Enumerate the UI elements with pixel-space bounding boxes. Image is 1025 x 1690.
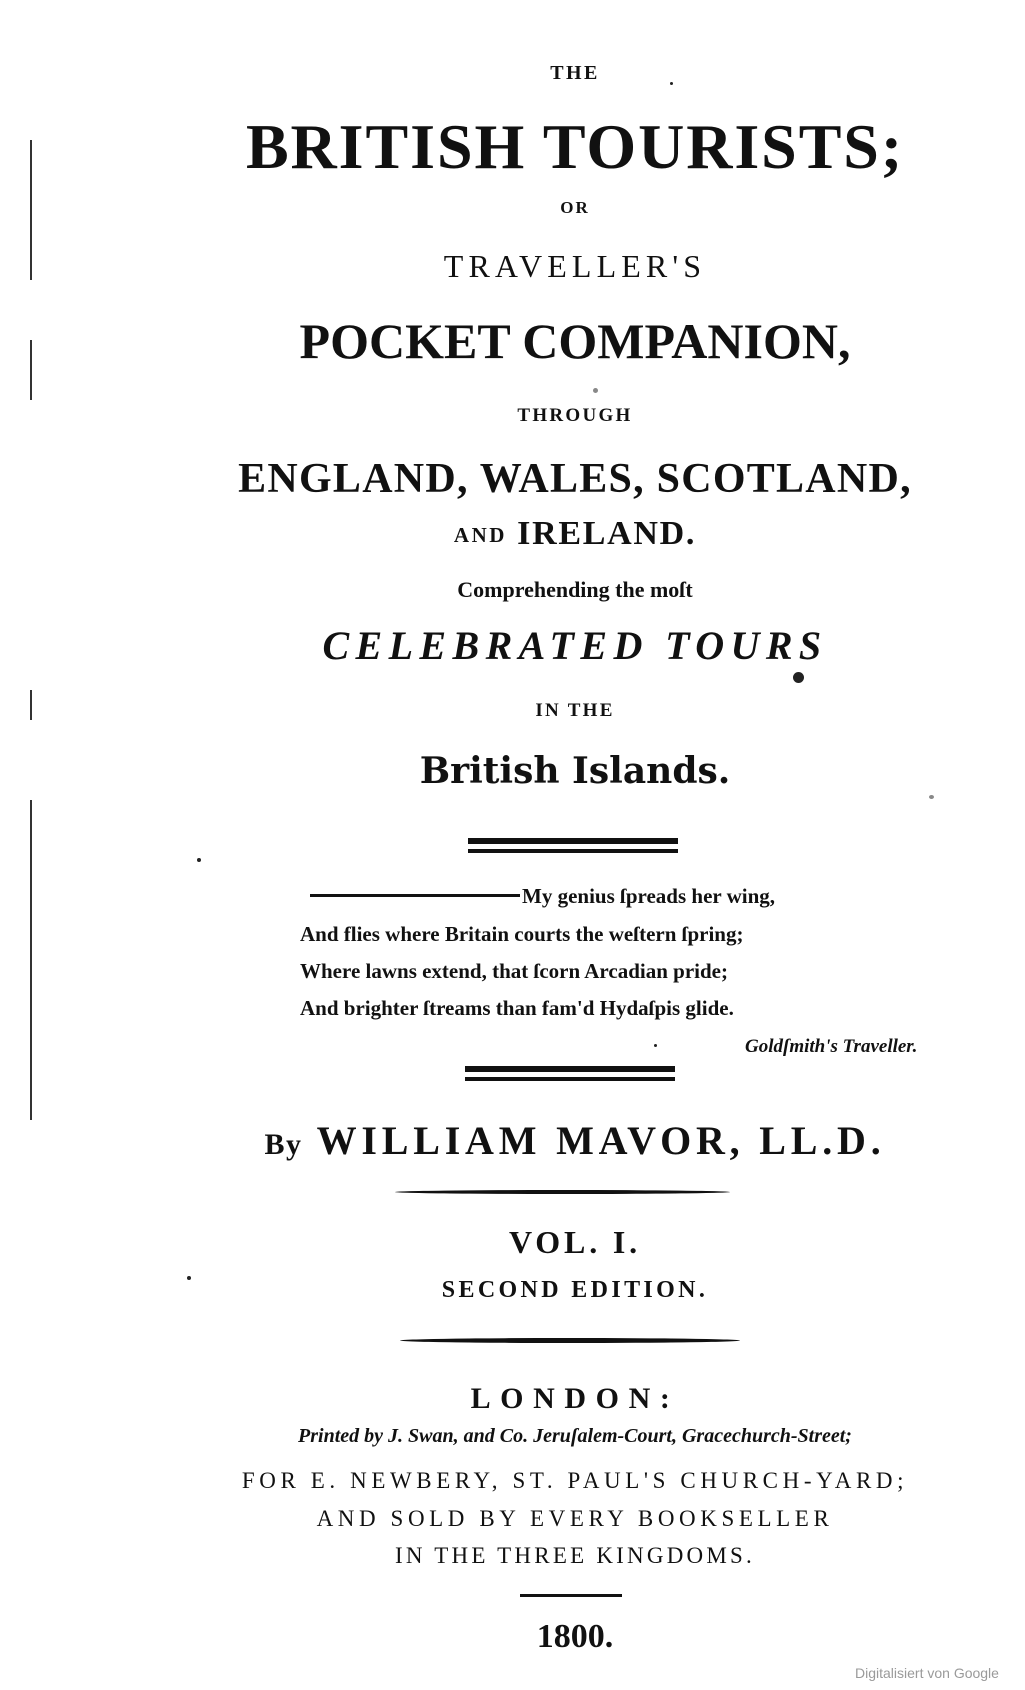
- edition-label: SECOND EDITION.: [441, 1277, 709, 1303]
- title-or: OR: [560, 198, 590, 217]
- ornamental-rule: [395, 1190, 730, 1194]
- author-name: WILLIAM MAVOR, LL.D.: [316, 1118, 886, 1163]
- epigraph-source: Goldſmith's Traveller.: [745, 1036, 918, 1057]
- title-through: THROUGH: [517, 405, 633, 426]
- imprint-kingdoms: IN THE THREE KINGDOMS.: [394, 1543, 756, 1568]
- title-and: AND: [453, 523, 507, 547]
- title-ireland-word: IRELAND.: [517, 515, 697, 552]
- epigraph-line: And brighter ſtreams than fam'd Hydaſpis glide.: [300, 996, 734, 1020]
- imprint-printer: Printed by J. Swan, and Co. Jeruſalem-Court, Gracechurch-Street;: [298, 1425, 852, 1447]
- title-in-the: IN THE: [535, 700, 615, 721]
- year-rule: [520, 1594, 622, 1597]
- ink-speck: [654, 1044, 657, 1047]
- title-companion: POCKET COMPANION,: [299, 313, 851, 369]
- title-comprehending: Comprehending the moſt: [457, 577, 693, 602]
- double-rule: [468, 838, 678, 853]
- margin-scan-mark: [30, 800, 32, 1120]
- epigraph-line: My genius ſpreads her wing,: [310, 884, 775, 909]
- epigraph-line: And flies where Britain courts the weſtern ſpring;: [300, 922, 744, 946]
- digitization-watermark: Digitalisiert von Google: [855, 1665, 999, 1681]
- title-ireland: [0, 515, 1025, 553]
- ink-speck: [197, 858, 201, 862]
- volume-label: VOL. I.: [508, 1224, 642, 1260]
- epigraph-dash: [310, 894, 520, 897]
- epigraph-line: Where lawns extend, that ſcorn Arcadian pride;: [300, 959, 728, 983]
- ink-speck: [670, 82, 673, 85]
- author-by: By: [264, 1128, 303, 1161]
- imprint-sold: AND SOLD BY EVERY BOOKSELLER: [316, 1506, 834, 1531]
- ink-speck: [929, 795, 934, 799]
- imprint-publisher: FOR E. NEWBERY, ST. PAUL'S CHURCH-YARD;: [241, 1468, 909, 1493]
- title-tours: CELEBRATED TOURS: [322, 623, 828, 668]
- ink-speck: [593, 388, 598, 393]
- ornamental-rule: [400, 1338, 740, 1343]
- double-rule: [465, 1066, 675, 1081]
- main-title: BRITISH TOURISTS;: [245, 111, 905, 182]
- imprint-city: LONDON:: [470, 1382, 680, 1415]
- title-the: THE: [550, 62, 600, 84]
- ink-speck: [793, 672, 804, 683]
- imprint-year: 1800.: [536, 1618, 614, 1655]
- ink-speck: [187, 1276, 191, 1280]
- title-traveller: TRAVELLER'S: [443, 248, 707, 284]
- author-line: [0, 1117, 1025, 1164]
- title-islands: British Islands.: [419, 750, 731, 792]
- title-countries: ENGLAND, WALES, SCOTLAND,: [238, 456, 912, 502]
